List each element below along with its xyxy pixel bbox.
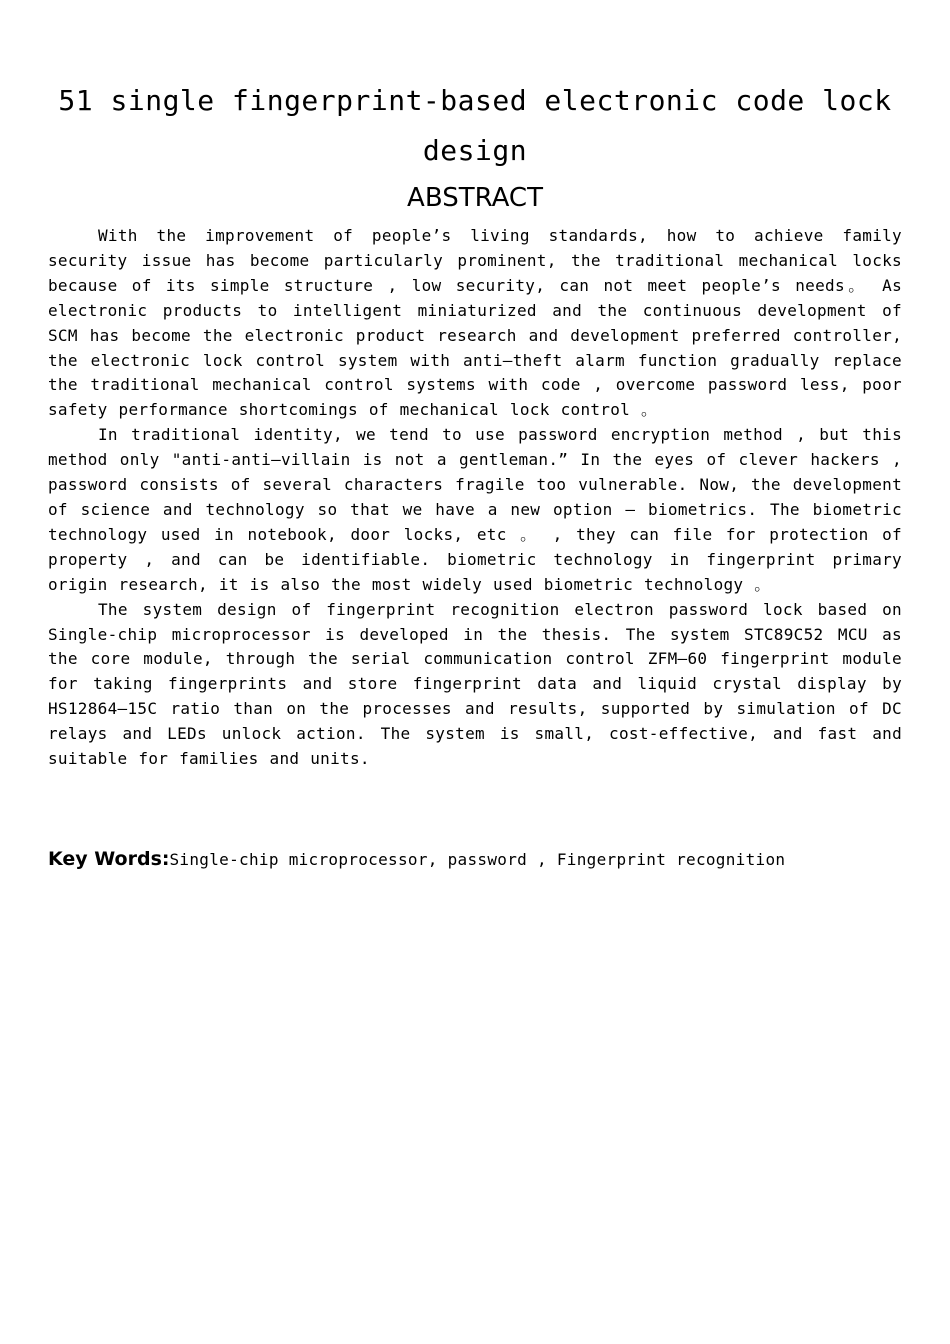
abstract-heading: ABSTRACT — [407, 183, 543, 213]
document-title: 51 single fingerprint-based electronic code lock design — [58, 84, 892, 167]
abstract-paragraph-3: The system design of fingerprint recognition electron password lock based on Single-chip microprocessor is developed in the thesis. The system STC89C52 MCU as the core module, through the serial communication control ZFM—60 fingerprint module for taking fingerprints and store fingerprint data and liquid crystal display by HS12864—15C ratio than on the processes and results, supported by simulation of DC relays and LEDs unlock action. The system is small, cost-effective, and fast and suitable for families and units. — [48, 599, 902, 769]
keywords-label: Key Words: — [48, 848, 170, 870]
abstract-body — [48, 224, 902, 772]
keywords-text: Single-chip microprocessor, password , Fingerprint recognition — [169, 850, 786, 869]
abstract-paragraph-2: In traditional identity, we tend to use password encryption method , but this method only "anti-anti—villain is not a gentleman.” In the eyes of clever hackers , password consists of several characters fragile too vulnerable. Now, the development of science and technology so that we have a new option — biometrics. The biometric technology used in notebook, door locks, etc 。 , they can file for protection of property , and can be identifiable. biometric technology in fingerprint primary origin research, it is also the most widely used biometric technology 。 — [48, 425, 902, 594]
keywords-line — [48, 845, 902, 874]
abstract-paragraph-1: With the improvement of people’s living standards, how to achieve family security issue has become particularly prominent, the traditional mechanical locks because of its simple structure , low security, can not meet people’s needs。 As electronic products to intelligent miniaturized and the continuous development of SCM has become the electronic product research and development preferred controller, the electronic lock control system with anti—theft alarm function gradually replace the traditional mechanical control systems with code , overcome password less, poor safety performance shortcomings of mechanical lock control 。 — [48, 226, 902, 420]
